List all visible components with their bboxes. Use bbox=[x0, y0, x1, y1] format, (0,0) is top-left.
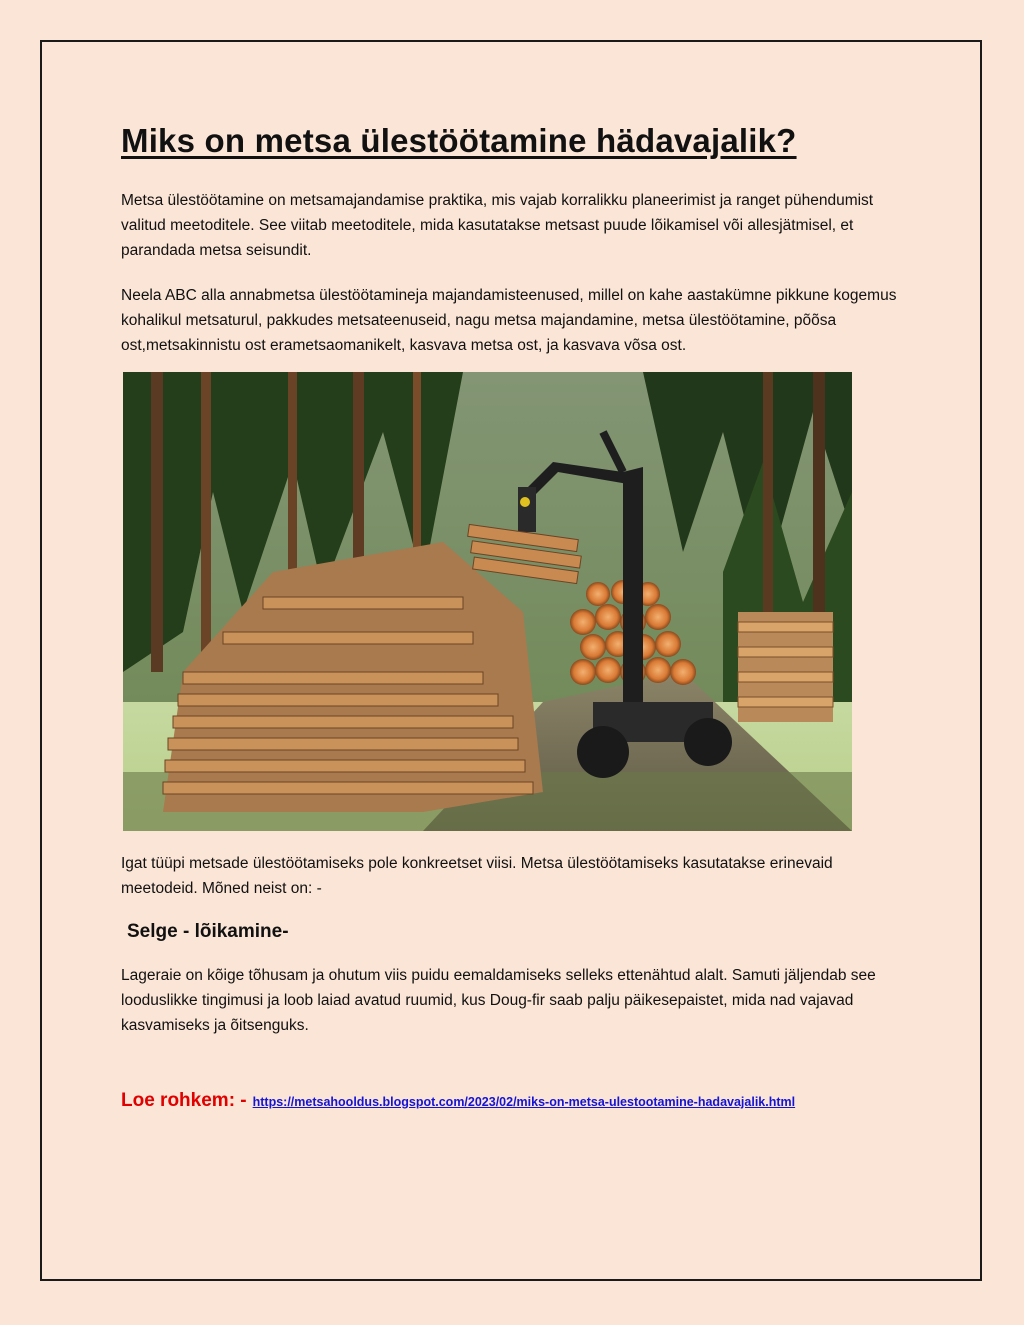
methods-paragraph: Igat tüüpi metsade ülestöötamiseks pole konkreetset viisi. Metsa ülestöötamiseks kasutatakse erinevaid meetodeid. Mõned neist on: - bbox=[121, 855, 833, 897]
document-content bbox=[121, 122, 906, 1112]
read-more-link[interactable]: https://metsahooldus.blogspot.com/2023/02/miks-on-metsa-ulestootamine-hadavajalik.html bbox=[252, 1095, 796, 1109]
forest-logging-photo bbox=[123, 372, 852, 831]
page-title: Miks on metsa ülestöötamine hädavajalik? bbox=[121, 122, 797, 159]
read-more-row bbox=[121, 1090, 906, 1112]
read-more-label: Loe rohkem: - bbox=[121, 1090, 247, 1111]
intro-paragraph: Metsa ülestöötamine on metsamajandamise praktika, mis vajab korralikku planeerimist ja ranget pühendumist valitud meetoditele. See viitab meetoditele, mida kasutatakse metsast puude lõikamisel või allesjätmisel, et parandada metsa seisundit. bbox=[121, 192, 874, 259]
clearcut-paragraph: Lageraie on kõige tõhusam ja ohutum viis puidu eemaldamiseks selleks ettenähtud alalt. Samuti jäljendab see looduslikke tingimusi ja loob laiad avatud ruumid, kus Doug-fir saab palju päikesepaistet, mida nad vajavad kasvamiseks ja õitsenguks. bbox=[121, 967, 876, 1034]
section-heading: Selge - lõikamine- bbox=[127, 921, 289, 942]
company-paragraph: Neela ABC alla annabmetsa ülestöötamineja majandamisteenused, millel on kahe aastakümne pikkune kogemus kohalikul metsaturul, pakkudes metsateenuseid, nagu metsa majandamine, metsa ülestöötamine, põõsa ost,metsakinnistu ost erametsaomanikelt, kasvava metsa ost, ja kasvava võsa ost. bbox=[121, 287, 897, 354]
